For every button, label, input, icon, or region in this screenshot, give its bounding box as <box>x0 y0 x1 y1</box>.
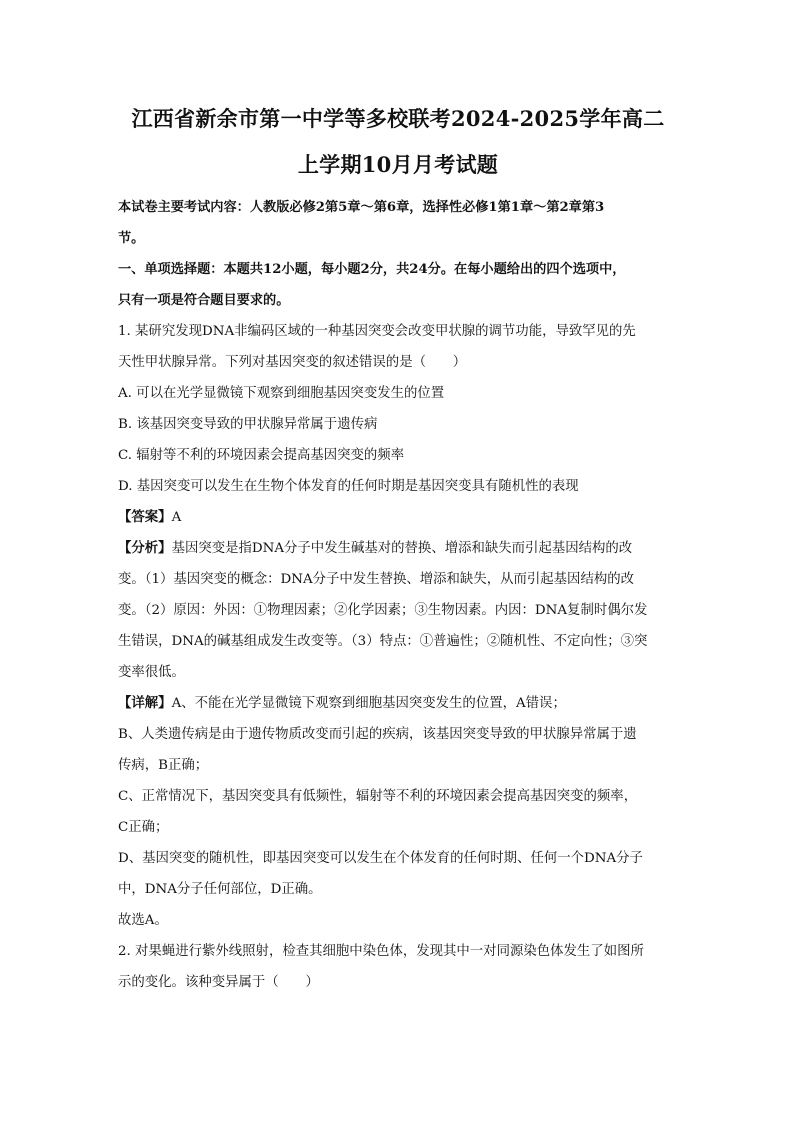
question-1-detail-line5: C正确； <box>118 820 169 835</box>
document-page <box>118 96 678 998</box>
question-1-conclusion: 故选A。 <box>118 913 168 928</box>
question-1-analysis-line4: 生错误，DNA的碱基组成发生改变等。（3）特点：①普遍性；②随机性、不定向性；③突 <box>118 634 648 649</box>
section-heading-line1: 一、单项选择题：本题共12小题，每小题2分，共24分。在每小题给出的四个选项中， <box>118 262 626 277</box>
question-1-option-a: A. 可以在光学显微镜下观察到细胞基因突变发生的位置 <box>118 386 445 401</box>
exam-scope-line2: 节。 <box>118 231 145 246</box>
answer-value: A <box>171 510 182 525</box>
analysis-text-line1: 基因突变是指DNA分子中发生碱基对的替换、增添和缺失而引起基因结构的改 <box>171 541 633 556</box>
question-1-analysis-line5: 变率很低。 <box>118 665 185 680</box>
question-1-analysis-line1 <box>118 533 678 564</box>
question-1-detail-line1 <box>118 688 678 719</box>
detail-text-line1: A、不能在光学显微镜下观察到细胞基因突变发生的位置，A错误； <box>171 696 566 711</box>
question-1-option-b: B. 该基因突变导致的甲状腺异常属于遗传病 <box>118 417 378 432</box>
page-title-line1: 江西省新余市第一中学等多校联考2024-2025学年高二 <box>131 106 665 131</box>
section-heading-line2: 只有一项是符合题目要求的。 <box>118 293 290 308</box>
question-1-analysis-line3: 变。（2）原因：外因：①物理因素；②化学因素；③生物因素。内因：DNA复制时偶尔发 <box>118 603 648 618</box>
question-2-stem-line1: 2. 对果蝇进行紫外线照射，检查其细胞中染色体，发现其中一对同源染色体发生了如图所 <box>118 944 644 959</box>
question-2-stem-line2: 示的变化。该种变异属于（ ） <box>118 975 319 990</box>
question-1-answer <box>118 502 678 533</box>
analysis-tag: 【分析】 <box>118 540 172 556</box>
question-1-detail-line2: B、人类遗传病是由于遗传物质改变而引起的疾病，该基因突变导致的甲状腺异常属于遗 <box>118 727 637 742</box>
question-1-analysis-line2: 变。（1）基因突变的概念：DNA分子中发生替换、增添和缺失，从而引起基因结构的改 <box>118 572 635 587</box>
detail-tag: 【详解】 <box>118 695 172 711</box>
question-1-option-c: C. 辐射等不利的环境因素会提高基因突变的频率 <box>118 448 405 463</box>
question-1-detail-line4: C、正常情况下，基因突变具有低频性，辐射等不利的环境因素会提高基因突变的频率， <box>118 789 638 804</box>
page-title-line2: 上学期10月月考试题 <box>297 152 499 177</box>
question-1-detail-line6: D、基因突变的随机性，即基因突变可以发生在个体发育的任何时期、任何一个DNA分子 <box>118 851 643 866</box>
question-1-stem-line2: 天性甲状腺异常。下列对基因突变的叙述错误的是（ ） <box>118 355 467 370</box>
question-1-detail-line7: 中，DNA分子任何部位，D正确。 <box>118 882 322 897</box>
answer-tag: 【答案】 <box>118 509 172 525</box>
question-1-option-d: D. 基因突变可以发生在生物个体发育的任何时期是基因突变具有随机性的表现 <box>118 479 579 494</box>
exam-scope-line1: 本试卷主要考试内容：人教版必修2第5章～第6章，选择性必修1第1章～第2章第3 <box>118 200 605 215</box>
question-1-detail-line3: 传病，B正确； <box>118 758 209 773</box>
question-1-stem-line1: 1. 某研究发现DNA非编码区域的一种基因突变会改变甲状腺的调节功能，导致罕见的先 <box>118 324 636 339</box>
